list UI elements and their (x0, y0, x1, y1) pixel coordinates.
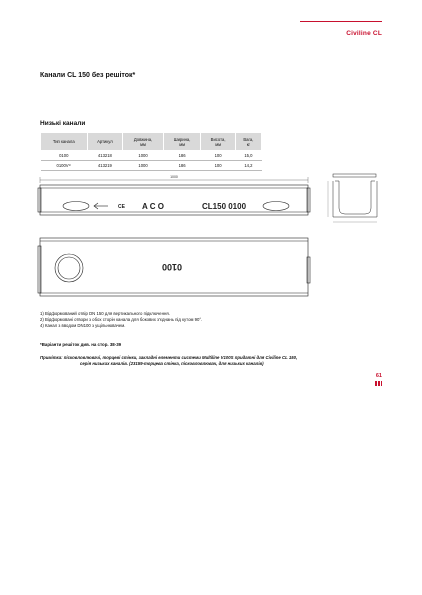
cell: 1000 (123, 161, 164, 171)
table-header-row (41, 133, 262, 151)
col-width: Ширина, мм (163, 133, 201, 151)
arrow-icon (94, 203, 108, 209)
cross-section (328, 174, 377, 222)
hint-text (40, 355, 380, 367)
table-row (41, 161, 262, 171)
side-view (38, 185, 310, 215)
page-title: Канали CL 150 без решіток* (40, 72, 136, 79)
section-title: Низькі канали (40, 120, 86, 127)
footnote-1: 1) Відформований отвір DN 150 для вертикального підключення. (40, 311, 170, 316)
col-article: Артикул (87, 133, 123, 151)
col-weight: Вага, кг (235, 133, 261, 151)
footnote-3: 4) Канал з вводом DN100 з ущільнювачем. (40, 323, 126, 328)
brand-label: Civiline CL (346, 30, 382, 37)
spec-table (40, 132, 262, 171)
table-row (41, 151, 262, 161)
cell: 100 (201, 151, 235, 161)
cell: 0100V¹⁾ (41, 161, 88, 171)
top-view-label: 0100 (161, 262, 183, 272)
cell: 0100 (41, 151, 88, 161)
cell: 413219 (87, 161, 123, 171)
cell: 1000 (123, 151, 164, 161)
col-type: Тип канала (41, 133, 88, 151)
cell: 15,0 (235, 151, 261, 161)
page-marker-icon (375, 381, 382, 386)
cell: 14,2 (235, 161, 261, 171)
cell: 186 (163, 151, 201, 161)
cell: 100 (201, 161, 235, 171)
cell: 413218 (87, 151, 123, 161)
header-rule (300, 21, 382, 22)
cell: 186 (163, 161, 201, 171)
channel-drawing (36, 170, 386, 300)
footnote-2: 2) Відформовані отвори з обох сторін канала для бокових з'єднань під кутом 90°. (40, 317, 203, 322)
aco-label: A C O (142, 202, 164, 211)
col-length: Довжина, мм (123, 133, 164, 151)
hint-line-2: серія низьких каналів. (23159-торцева стінка, пісковловлювач, для низьких каналів) (80, 361, 264, 366)
ce-mark: CE (118, 204, 125, 210)
col-height: Висота, мм (201, 133, 235, 151)
page-number: 61 (375, 373, 382, 379)
hint-line-1: Примітка: пісковловлювачі, торцеві стінки, закладні елементи системи Multiline V100S придатні для Civiline CL 150, (40, 355, 298, 360)
grate-note: *Варіанти решіток див. на стор. 38-39 (40, 342, 122, 347)
model-label: CL150 0100 (202, 202, 247, 211)
length-dim-label: 1000 (170, 175, 178, 179)
